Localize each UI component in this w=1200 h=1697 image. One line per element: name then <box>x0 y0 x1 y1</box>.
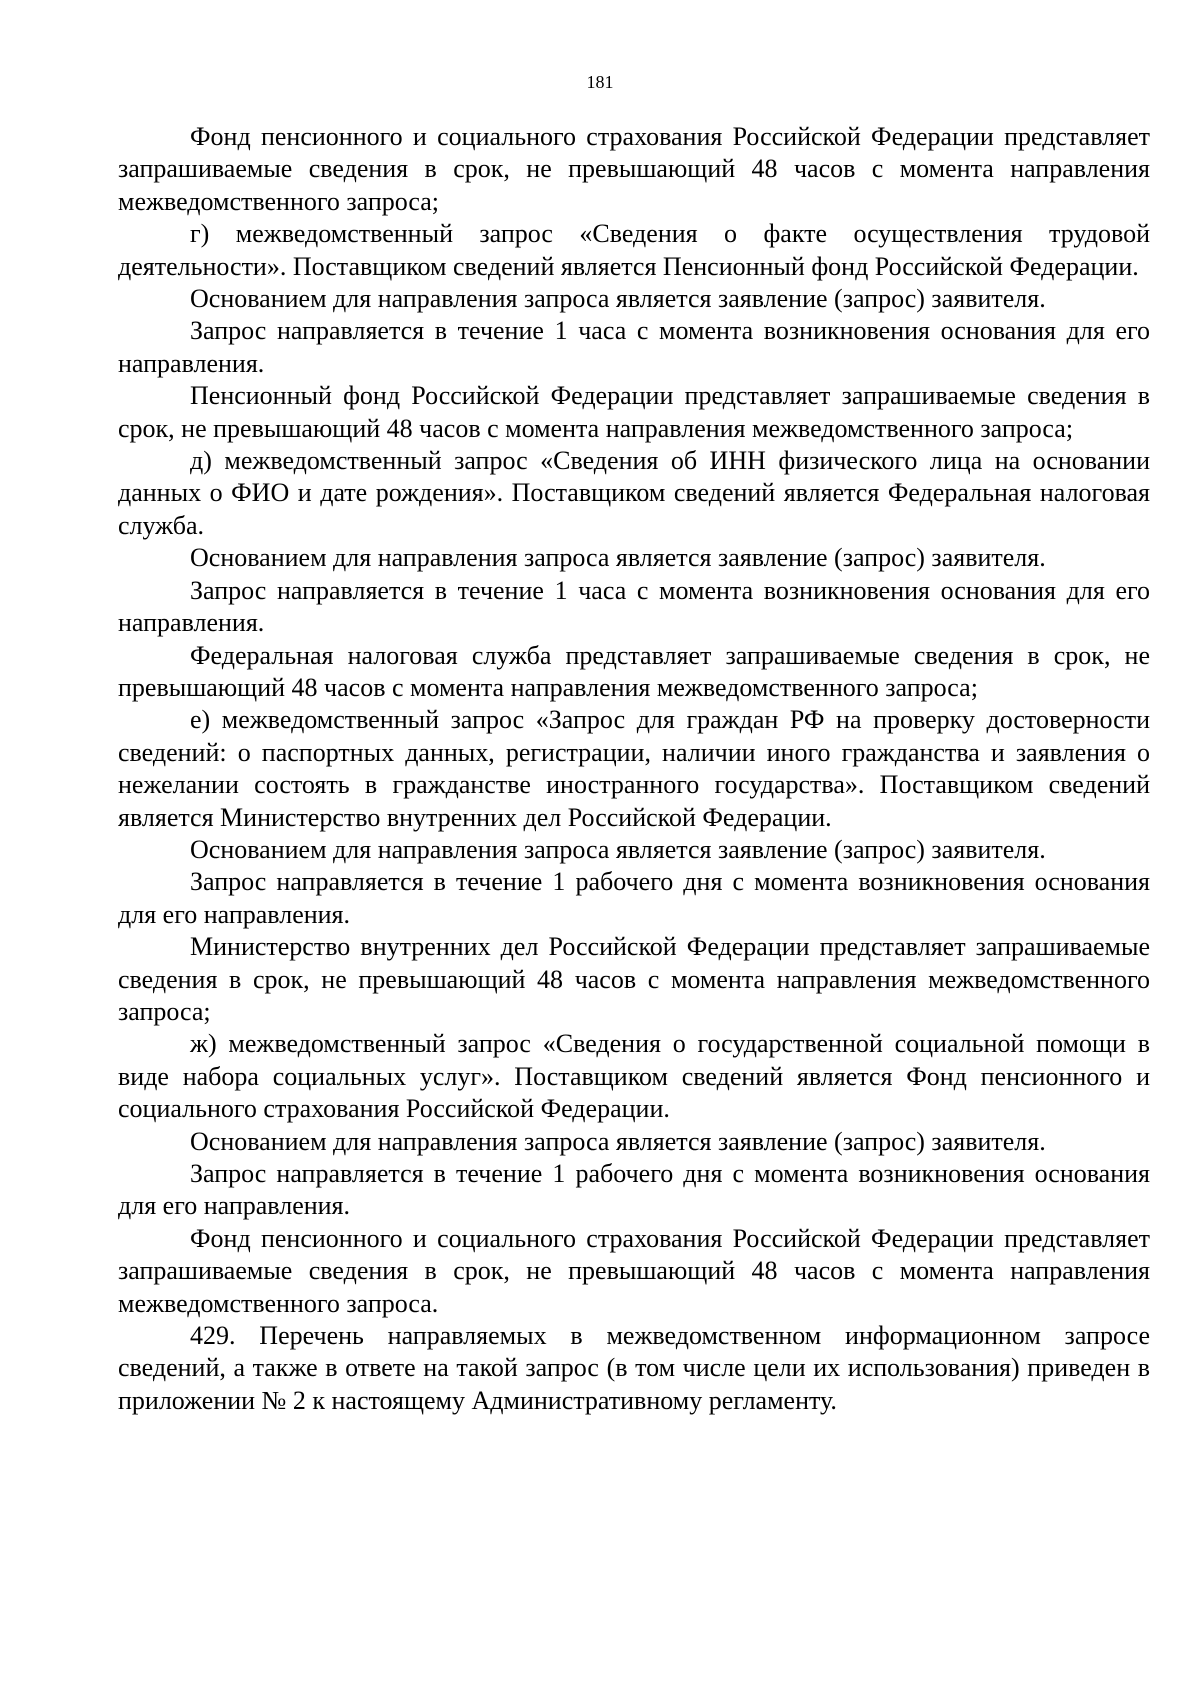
paragraph: Фонд пенсионного и социального страхования Российской Федерации представляет запрашиваемые сведения в срок, не превышающий 48 часов с момента направления межведомственного запроса. <box>118 1223 1150 1318</box>
paragraph: Запрос направляется в течение 1 часа с момента возникновения основания для его направления. <box>118 575 1150 638</box>
paragraph: Запрос направляется в течение 1 рабочего дня с момента возникновения основания для его направления. <box>118 1159 1150 1221</box>
paragraph: Основанием для направления запроса является заявление (запрос) заявителя. <box>190 284 1046 314</box>
paragraph: Основанием для направления запроса является заявление (запрос) заявителя. <box>190 1126 1046 1156</box>
paragraph: Запрос направляется в течение 1 рабочего дня с момента возникновения основания для его направления. <box>118 867 1150 929</box>
paragraph: Основанием для направления запроса является заявление (запрос) заявителя. <box>190 834 1046 864</box>
paragraph: Пенсионный фонд Российской Федерации представляет запрашиваемые сведения в срок, не превышающий 48 часов с момента направления межведомственного запроса; <box>118 381 1150 443</box>
paragraph: ж) межведомственный запрос «Сведения о государственной социальной помощи в виде набора социальных услуг». Поставщиком сведений является Фонд пенсионного и социального страхования Российской Федерации. <box>118 1029 1150 1124</box>
paragraph: д) межведомственный запрос «Сведения об ИНН физического лица на основании данных о ФИО и дате рождения». Поставщиком сведений является Федеральная налоговая служба. <box>118 446 1150 540</box>
paragraph: 429. Перечень направляемых в межведомственном информационном запросе сведений, а также в ответе на такой запрос (в том числе цели их использования) приведен в приложении № 2 к настоящему Административному регламенту. <box>118 1321 1150 1415</box>
paragraph: Основанием для направления запроса является заявление (запрос) заявителя. <box>190 543 1046 573</box>
paragraph: Федеральная налоговая служба представляет запрашиваемые сведения в срок, не превышающий 48 часов с момента направления межведомственного запроса; <box>118 640 1150 702</box>
document-body <box>118 121 1150 1417</box>
paragraph: Фонд пенсионного и социального страхования Российской Федерации представляет запрашиваемые сведения в срок, не превышающий 48 часов с момента направления межведомственного запроса; <box>118 122 1150 216</box>
page-number: 181 <box>586 72 614 92</box>
paragraph: Запрос направляется в течение 1 часа с момента возникновения основания для его направления. <box>118 316 1150 378</box>
paragraph: е) межведомственный запрос «Запрос для граждан РФ на проверку достоверности сведений: о паспортных данных, регистрации, наличии иного гражданства и заявления о нежелании состоять в гражданстве иностранного государства». Поставщиком сведений является Министерство внутренних дел Российской Федерации. <box>118 705 1150 832</box>
paragraph: Министерство внутренних дел Российской Федерации представляет запрашиваемые сведения в срок, не превышающий 48 часов с момента направления межведомственного запроса; <box>118 932 1150 1026</box>
paragraph: г) межведомственный запрос «Сведения о факте осуществления трудовой деятельности». Поставщиком сведений является Пенсионный фонд Российской Федерации. <box>118 219 1150 281</box>
